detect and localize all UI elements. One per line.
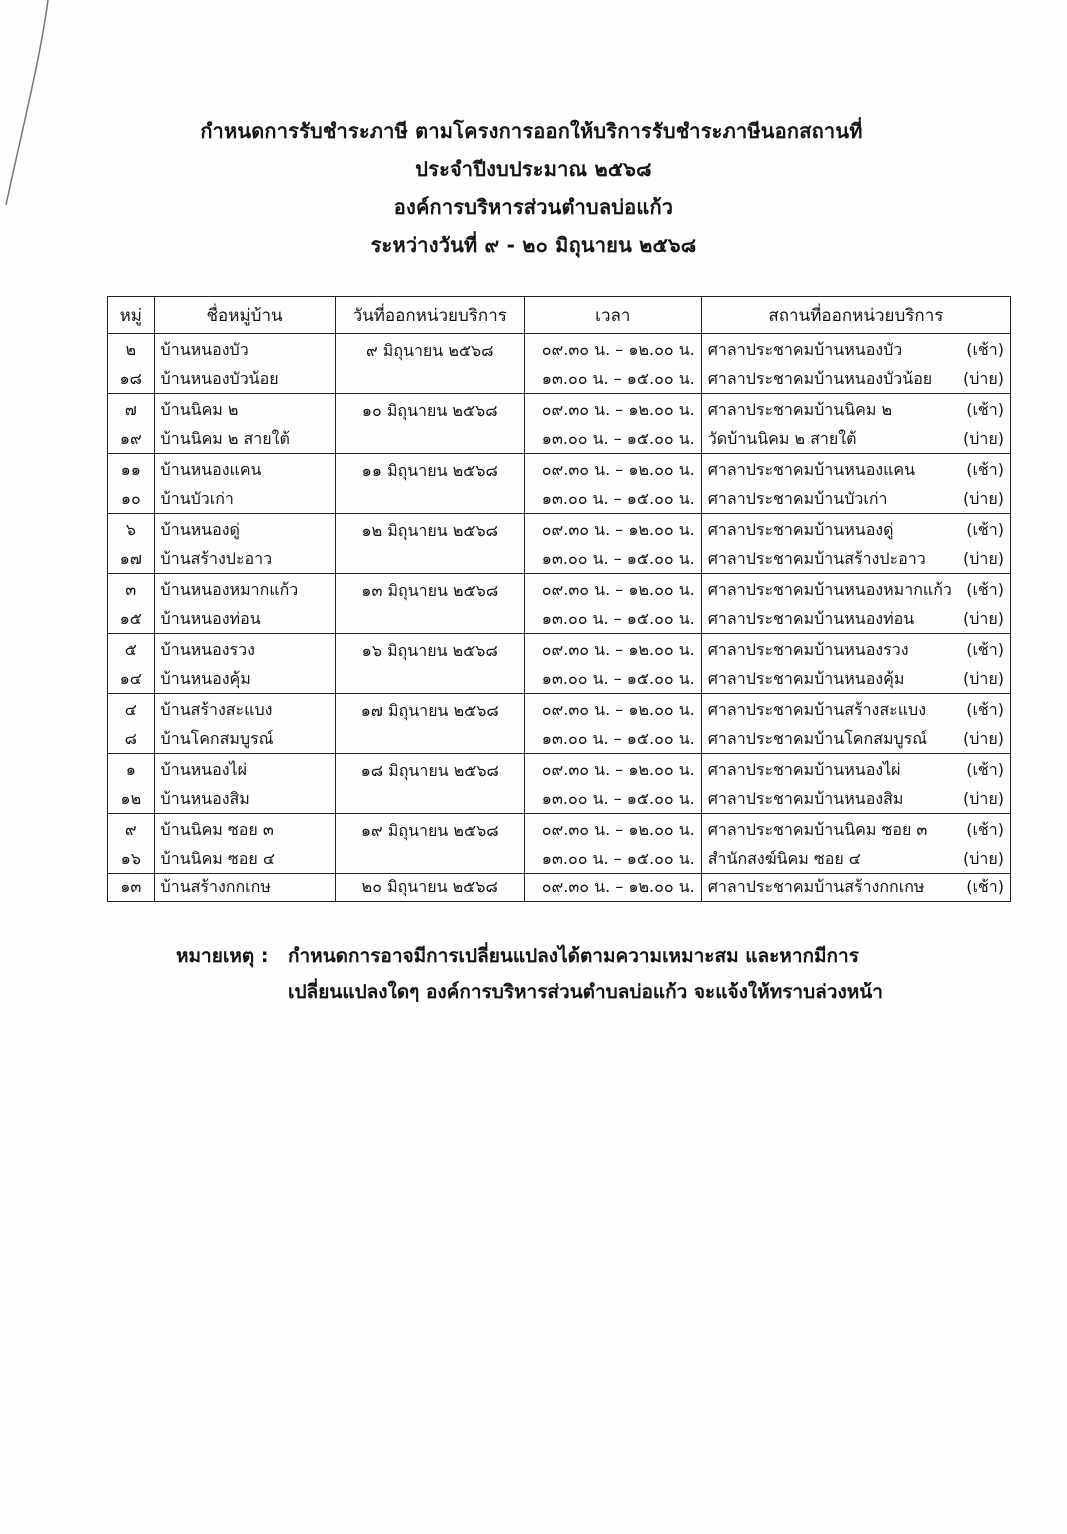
location-name: ศาลาประชาคมบ้านนิคม ๒ [707, 399, 893, 419]
service-location [701, 754, 1010, 787]
location-name: ศาลาประชาคมบ้านหนองดู่ [707, 519, 894, 539]
table-header-row [108, 297, 1011, 334]
moo-number: ๑๘ [108, 366, 155, 394]
moo-number: ๑๙ [108, 426, 155, 454]
time-period: (เช้า) [966, 519, 1004, 539]
time-period: (บ่าย) [963, 669, 1004, 688]
time-period: (บ่าย) [963, 849, 1004, 868]
village-name: บ้านหนองไผ่ [154, 754, 335, 787]
service-time: ๑๓.๐๐ น. – ๑๕.๐๐ น. [524, 486, 701, 514]
time-period: (เช้า) [966, 639, 1004, 659]
header-location: สถานที่ออกหน่วยบริการ [701, 297, 1010, 334]
service-time: ๐๙.๓๐ น. – ๑๒.๐๐ น. [524, 874, 701, 902]
title-line-4: ระหว่างวันที่ ๙ - ๒๐ มิถุนายน ๒๕๖๘ [370, 233, 697, 257]
title-line-3: องค์การบริหารส่วนตำบลบ่อแก้ว [393, 195, 674, 219]
location-name: ศาลาประชาคมบ้านหนองรวง [707, 639, 909, 659]
village-name: บ้านสร้างปะอาว [154, 546, 335, 574]
table-row [108, 786, 1011, 814]
moo-number: ๑๔ [108, 666, 155, 694]
time-period: (เช้า) [966, 579, 1004, 599]
village-name: บ้านหนองท่อน [154, 606, 335, 634]
header-moo: หมู่ [108, 297, 155, 334]
village-name: บ้านนิคม ซอย ๓ [154, 814, 335, 847]
service-location [701, 846, 1010, 874]
time-period: (บ่าย) [963, 609, 1004, 628]
table-row [108, 546, 1011, 574]
service-location [701, 454, 1010, 487]
table-row [108, 754, 1011, 787]
table-row [108, 634, 1011, 667]
table-row [108, 846, 1011, 874]
time-period: (บ่าย) [963, 369, 1004, 388]
village-name: บ้านหนองบัวน้อย [154, 366, 335, 394]
service-time: ๐๙.๓๐ น. – ๑๒.๐๐ น. [524, 694, 701, 727]
moo-number: ๑๕ [108, 606, 155, 634]
service-time: ๐๙.๓๐ น. – ๑๒.๐๐ น. [524, 454, 701, 487]
service-time: ๑๓.๐๐ น. – ๑๕.๐๐ น. [524, 846, 701, 874]
moo-number: ๑๗ [108, 546, 155, 574]
schedule-body [108, 334, 1011, 902]
schedule-table [107, 296, 1011, 902]
header-village-name: ชื่อหมู่บ้าน [154, 297, 335, 334]
service-date [335, 666, 524, 694]
village-name: บ้านนิคม ๒ สายใต้ [154, 426, 335, 454]
location-name: ศาลาประชาคมบ้านหนองบัว [707, 339, 903, 359]
time-period: (เช้า) [966, 399, 1004, 419]
moo-number: ๑๖ [108, 846, 155, 874]
table-row [108, 394, 1011, 427]
service-location [701, 786, 1010, 814]
table-row [108, 514, 1011, 547]
time-period: (บ่าย) [963, 549, 1004, 568]
service-location [701, 334, 1010, 367]
service-location [701, 426, 1010, 454]
village-name: บ้านนิคม ๒ [154, 394, 335, 427]
service-date: ๑๑ มิถุนายน ๒๕๖๘ [335, 454, 524, 487]
service-time: ๐๙.๓๐ น. – ๑๒.๐๐ น. [524, 754, 701, 787]
service-date [335, 486, 524, 514]
time-period: (เช้า) [966, 339, 1004, 359]
time-period: (เช้า) [966, 459, 1004, 479]
location-name: ศาลาประชาคมบ้านหนองแคน [707, 459, 916, 479]
village-name: บ้านหนองรวง [154, 634, 335, 667]
table-row [108, 426, 1011, 454]
village-name: บ้านหนองคุ้ม [154, 666, 335, 694]
table-row [108, 726, 1011, 754]
service-time: ๑๓.๐๐ น. – ๑๕.๐๐ น. [524, 786, 701, 814]
service-date: ๑๙ มิถุนายน ๒๕๖๘ [335, 814, 524, 847]
service-date: ๙ มิถุนายน ๒๕๖๘ [335, 334, 524, 367]
service-time: ๐๙.๓๐ น. – ๑๒.๐๐ น. [524, 514, 701, 547]
service-date [335, 846, 524, 874]
title-line-2: ประจำปีงบประมาณ ๒๕๖๘ [415, 157, 652, 181]
location-name: วัดบ้านนิคม ๒ สายใต้ [707, 429, 857, 448]
time-period: (บ่าย) [963, 729, 1004, 748]
service-location [701, 634, 1010, 667]
location-name: ศาลาประชาคมบ้านโคกสมบูรณ์ [707, 729, 928, 748]
moo-number: ๕ [108, 634, 155, 667]
service-date [335, 426, 524, 454]
service-date: ๑๘ มิถุนายน ๒๕๖๘ [335, 754, 524, 787]
service-time: ๑๓.๐๐ น. – ๑๕.๐๐ น. [524, 546, 701, 574]
service-time: ๑๓.๐๐ น. – ๑๕.๐๐ น. [524, 666, 701, 694]
table-row [108, 874, 1011, 902]
moo-number: ๑๓ [108, 874, 155, 902]
moo-number: ๘ [108, 726, 155, 754]
service-location [701, 726, 1010, 754]
location-name: สำนักสงฆ์นิคม ซอย ๔ [707, 849, 861, 868]
service-time: ๑๓.๐๐ น. – ๑๕.๐๐ น. [524, 366, 701, 394]
service-date [335, 366, 524, 394]
location-name: ศาลาประชาคมบ้านนิคม ซอย ๓ [707, 819, 928, 839]
location-name: ศาลาประชาคมบ้านหนองสิม [707, 789, 904, 808]
service-location [701, 606, 1010, 634]
service-location [701, 694, 1010, 727]
service-date: ๑๖ มิถุนายน ๒๕๖๘ [335, 634, 524, 667]
remark-line-1: กำหนดการอาจมีการเปลี่ยนแปลงได้ตามความเหมาะสม และหากมีการ [288, 945, 859, 967]
time-period: (บ่าย) [963, 429, 1004, 448]
service-time: ๐๙.๓๐ น. – ๑๒.๐๐ น. [524, 574, 701, 607]
table-row [108, 486, 1011, 514]
service-location [701, 394, 1010, 427]
moo-number: ๑๒ [108, 786, 155, 814]
table-row [108, 454, 1011, 487]
village-name: บ้านนิคม ซอย ๔ [154, 846, 335, 874]
service-date [335, 726, 524, 754]
moo-number: ๖ [108, 514, 155, 547]
service-location [701, 574, 1010, 607]
location-name: ศาลาประชาคมบ้านหนองไผ่ [707, 759, 901, 779]
service-date: ๑๒ มิถุนายน ๒๕๖๘ [335, 514, 524, 547]
table-row [108, 334, 1011, 367]
service-date [335, 546, 524, 574]
remark-line-2: เปลี่ยนแปลงใดๆ องค์การบริหารส่วนตำบลบ่อแก้ว จะแจ้งให้ทราบล่วงหน้า [288, 981, 883, 1003]
time-period: (เช้า) [966, 819, 1004, 839]
moo-number: ๒ [108, 334, 155, 367]
service-time: ๐๙.๓๐ น. – ๑๒.๐๐ น. [524, 394, 701, 427]
location-name: ศาลาประชาคมบ้านหนองท่อน [707, 609, 915, 628]
location-name: ศาลาประชาคมบ้านบัวเก่า [707, 489, 888, 508]
village-name: บ้านโคกสมบูรณ์ [154, 726, 335, 754]
table-row [108, 606, 1011, 634]
table-row [108, 574, 1011, 607]
document-title [0, 112, 1067, 264]
table-row [108, 814, 1011, 847]
service-location [701, 514, 1010, 547]
time-period: (บ่าย) [963, 789, 1004, 808]
village-name: บ้านสร้างกกเกษ [154, 874, 335, 902]
service-date [335, 786, 524, 814]
moo-number: ๑ [108, 754, 155, 787]
service-location [701, 486, 1010, 514]
service-date [335, 606, 524, 634]
table-row [108, 366, 1011, 394]
moo-number: ๙ [108, 814, 155, 847]
service-location [701, 366, 1010, 394]
moo-number: ๔ [108, 694, 155, 727]
moo-number: ๑๑ [108, 454, 155, 487]
location-name: ศาลาประชาคมบ้านหนองคุ้ม [707, 669, 905, 688]
service-date: ๑๗ มิถุนายน ๒๕๖๘ [335, 694, 524, 727]
service-location [701, 666, 1010, 694]
moo-number: ๗ [108, 394, 155, 427]
service-time: ๑๓.๐๐ น. – ๑๕.๐๐ น. [524, 426, 701, 454]
service-time: ๑๓.๐๐ น. – ๑๕.๐๐ น. [524, 726, 701, 754]
service-time: ๐๙.๓๐ น. – ๑๒.๐๐ น. [524, 814, 701, 847]
remark-label: หมายเหตุ : [176, 945, 269, 967]
service-location [701, 874, 1010, 902]
time-period: (เช้า) [966, 759, 1004, 779]
service-date: ๑๓ มิถุนายน ๒๕๖๘ [335, 574, 524, 607]
location-name: ศาลาประชาคมบ้านสร้างสะแบง [707, 699, 927, 719]
remark-note [176, 938, 883, 1010]
village-name: บ้านบัวเก่า [154, 486, 335, 514]
time-period: (บ่าย) [963, 489, 1004, 508]
table-row [108, 666, 1011, 694]
village-name: บ้านหนองสิม [154, 786, 335, 814]
village-name: บ้านหนองหมากแก้ว [154, 574, 335, 607]
service-location [701, 814, 1010, 847]
location-name: ศาลาประชาคมบ้านหนองบัวน้อย [707, 369, 933, 388]
service-date: ๑๐ มิถุนายน ๒๕๖๘ [335, 394, 524, 427]
village-name: บ้านหนองบัว [154, 334, 335, 367]
header-time: เวลา [524, 297, 701, 334]
table-row [108, 694, 1011, 727]
location-name: ศาลาประชาคมบ้านหนองหมากแก้ว [707, 579, 952, 599]
village-name: บ้านหนองแคน [154, 454, 335, 487]
village-name: บ้านสร้างสะแบง [154, 694, 335, 727]
moo-number: ๑๐ [108, 486, 155, 514]
header-service-date: วันที่ออกหน่วยบริการ [335, 297, 524, 334]
service-time: ๑๓.๐๐ น. – ๑๕.๐๐ น. [524, 606, 701, 634]
time-period: (เช้า) [966, 877, 1004, 896]
title-line-1: กำหนดการรับชำระภาษี ตามโครงการออกให้บริการรับชำระภาษีนอกสถานที่ [200, 119, 863, 143]
location-name: ศาลาประชาคมบ้านสร้างปะอาว [707, 549, 926, 568]
service-time: ๐๙.๓๐ น. – ๑๒.๐๐ น. [524, 334, 701, 367]
moo-number: ๓ [108, 574, 155, 607]
location-name: ศาลาประชาคมบ้านสร้างกกเกษ [707, 877, 925, 896]
service-location [701, 546, 1010, 574]
service-date: ๒๐ มิถุนายน ๒๕๖๘ [335, 874, 524, 902]
time-period: (เช้า) [966, 699, 1004, 719]
village-name: บ้านหนองดู่ [154, 514, 335, 547]
service-time: ๐๙.๓๐ น. – ๑๒.๐๐ น. [524, 634, 701, 667]
